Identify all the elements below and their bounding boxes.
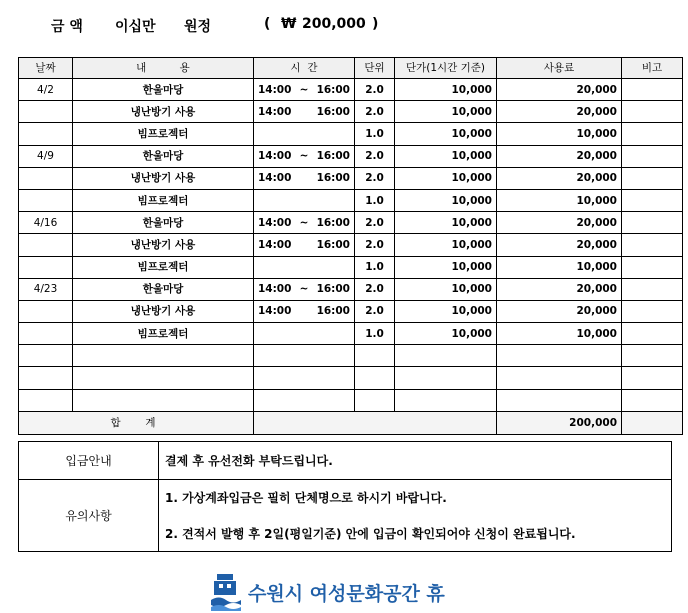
row-note (622, 212, 683, 234)
row-description (73, 367, 254, 389)
row-description: 한울마당 (73, 278, 254, 300)
row-unit-price (395, 345, 497, 367)
row-note (622, 389, 683, 411)
row-time-separator: ~ (299, 216, 309, 229)
row-description: 빔프로젝터 (73, 123, 254, 145)
row-unit-price (395, 367, 497, 389)
row-time-end: 16:00 (316, 238, 350, 251)
row-description (73, 389, 254, 411)
row-description: 냉난방기 사용 (73, 300, 254, 322)
amount-label: 금 액 (51, 19, 83, 35)
row-note (622, 167, 683, 189)
row-date (19, 367, 73, 389)
row-fee: 10,000 (497, 189, 622, 211)
row-unit: 2.0 (355, 278, 395, 300)
amount-close-paren: ) (372, 16, 379, 32)
table-row (19, 101, 683, 123)
row-time (254, 234, 355, 256)
row-date (19, 323, 73, 345)
row-unit: 2.0 (355, 101, 395, 123)
payment-row (19, 442, 672, 480)
caution-text (159, 480, 672, 552)
row-time (254, 345, 355, 367)
row-description: 한울마당 (73, 145, 254, 167)
notes-table (18, 441, 672, 552)
table-header-row (19, 58, 683, 79)
row-description: 냉난방기 사용 (73, 167, 254, 189)
total-note (622, 411, 683, 434)
row-time-end: 16:00 (316, 83, 350, 96)
row-unit-price: 10,000 (395, 189, 497, 211)
row-time (254, 367, 355, 389)
table-row (19, 300, 683, 322)
row-unit-price: 10,000 (395, 234, 497, 256)
row-unit: 1.0 (355, 123, 395, 145)
row-fee: 20,000 (497, 278, 622, 300)
table-row (19, 256, 683, 278)
header-date: 날짜 (19, 58, 73, 79)
row-time (254, 167, 355, 189)
row-unit: 2.0 (355, 167, 395, 189)
row-note (622, 145, 683, 167)
row-time (254, 212, 355, 234)
row-note (622, 189, 683, 211)
row-note (622, 256, 683, 278)
row-unit (355, 389, 395, 411)
header-unit: 단위 (355, 58, 395, 79)
row-time (254, 323, 355, 345)
row-time (254, 256, 355, 278)
row-unit: 1.0 (355, 189, 395, 211)
row-date (19, 345, 73, 367)
row-time (254, 123, 355, 145)
caution-item-1: 1. 가상계좌입금은 필히 단체명으로 하시기 바랍니다. (165, 491, 447, 505)
row-unit-price: 10,000 (395, 278, 497, 300)
table-row (19, 79, 683, 101)
row-unit: 1.0 (355, 256, 395, 278)
row-fee (497, 389, 622, 411)
table-row (19, 145, 683, 167)
row-time-end: 16:00 (316, 150, 350, 163)
row-description: 냉난방기 사용 (73, 101, 254, 123)
row-time-end: 16:00 (316, 172, 350, 185)
table-row (19, 367, 683, 389)
organization-logo (211, 572, 445, 612)
row-time-start: 14:00 (258, 238, 292, 251)
row-unit-price: 10,000 (395, 212, 497, 234)
row-time (254, 278, 355, 300)
row-time (254, 389, 355, 411)
row-note (622, 234, 683, 256)
row-fee (497, 345, 622, 367)
caution-item-2: 2. 견적서 발행 후 2일(평일기준) 안에 입금이 확인되어야 신청이 완료됩니다. (165, 527, 576, 541)
header-note: 비고 (622, 58, 683, 79)
row-date (19, 123, 73, 145)
row-fee: 20,000 (497, 167, 622, 189)
row-note (622, 300, 683, 322)
row-date (19, 300, 73, 322)
row-note (622, 79, 683, 101)
table-row (19, 323, 683, 345)
row-fee: 10,000 (497, 323, 622, 345)
row-time-start: 14:00 (258, 283, 292, 296)
row-description: 한울마당 (73, 212, 254, 234)
row-time-start: 14:00 (258, 172, 292, 185)
total-value: 200,000 (497, 411, 622, 434)
amount-unit: 원정 (184, 19, 212, 35)
row-date (19, 167, 73, 189)
row-date: 4/2 (19, 79, 73, 101)
table-row (19, 123, 683, 145)
total-empty (254, 411, 497, 434)
row-date (19, 389, 73, 411)
row-unit-price (395, 389, 497, 411)
row-date (19, 101, 73, 123)
row-date: 4/23 (19, 278, 73, 300)
row-unit-price: 10,000 (395, 123, 497, 145)
row-fee: 20,000 (497, 145, 622, 167)
row-date (19, 256, 73, 278)
row-time-start: 14:00 (258, 83, 292, 96)
row-note (622, 367, 683, 389)
total-row (19, 411, 683, 434)
table-row (19, 278, 683, 300)
total-label: 합 계 (19, 411, 254, 434)
table-row (19, 189, 683, 211)
table-row (19, 234, 683, 256)
row-time-separator: ~ (299, 150, 309, 163)
row-time-end: 16:00 (316, 105, 350, 118)
usage-fee-table (18, 57, 683, 435)
building-wave-logo-icon (211, 572, 241, 612)
row-fee: 20,000 (497, 212, 622, 234)
row-time (254, 300, 355, 322)
row-note (622, 278, 683, 300)
row-unit (355, 367, 395, 389)
row-note (622, 323, 683, 345)
row-description: 한울마당 (73, 79, 254, 101)
row-note (622, 101, 683, 123)
amount-currency: ₩ (281, 16, 297, 32)
table-row (19, 345, 683, 367)
row-unit-price: 10,000 (395, 79, 497, 101)
caution-label: 유의사항 (19, 480, 159, 552)
amount-value: 200,000 (302, 16, 366, 32)
row-time-start: 14:00 (258, 105, 292, 118)
row-unit-price: 10,000 (395, 145, 497, 167)
row-unit: 2.0 (355, 212, 395, 234)
row-fee: 20,000 (497, 79, 622, 101)
caution-row (19, 480, 672, 552)
row-time-end: 16:00 (316, 283, 350, 296)
row-description: 냉난방기 사용 (73, 234, 254, 256)
header-unit-price: 단가(1시간 기준) (395, 58, 497, 79)
amount-open-paren: ( (264, 16, 271, 32)
row-fee: 20,000 (497, 234, 622, 256)
row-time (254, 145, 355, 167)
row-description: 빔프로젝터 (73, 189, 254, 211)
row-date: 4/9 (19, 145, 73, 167)
row-time (254, 101, 355, 123)
row-unit-price: 10,000 (395, 167, 497, 189)
row-unit (355, 345, 395, 367)
row-fee: 20,000 (497, 101, 622, 123)
header-fee: 사용료 (497, 58, 622, 79)
row-date: 4/16 (19, 212, 73, 234)
row-date (19, 189, 73, 211)
row-time-separator: ~ (299, 83, 309, 96)
row-unit: 2.0 (355, 234, 395, 256)
table-row (19, 167, 683, 189)
row-time-start: 14:00 (258, 150, 292, 163)
row-fee (497, 367, 622, 389)
row-description: 빔프로젝터 (73, 323, 254, 345)
row-unit: 2.0 (355, 79, 395, 101)
row-unit: 2.0 (355, 300, 395, 322)
organization-name: 수원시 여성문화공간 휴 (248, 582, 445, 605)
payment-label: 입금안내 (19, 442, 159, 480)
row-time-start: 14:00 (258, 216, 292, 229)
row-unit: 2.0 (355, 145, 395, 167)
row-time-end: 16:00 (316, 216, 350, 229)
row-unit-price: 10,000 (395, 256, 497, 278)
header-content: 내 용 (73, 58, 254, 79)
row-fee: 20,000 (497, 300, 622, 322)
amount-korean: 이십만 (115, 19, 156, 35)
row-fee: 10,000 (497, 123, 622, 145)
table-row (19, 389, 683, 411)
row-time-separator: ~ (299, 283, 309, 296)
amount-line (0, 16, 688, 36)
row-description: 빔프로젝터 (73, 256, 254, 278)
row-description (73, 345, 254, 367)
row-time (254, 189, 355, 211)
row-note (622, 345, 683, 367)
row-unit: 1.0 (355, 323, 395, 345)
row-time (254, 79, 355, 101)
row-fee: 10,000 (497, 256, 622, 278)
row-date (19, 234, 73, 256)
row-time-end: 16:00 (316, 305, 350, 318)
header-time: 시 간 (254, 58, 355, 79)
row-unit-price: 10,000 (395, 323, 497, 345)
row-unit-price: 10,000 (395, 300, 497, 322)
table-row (19, 212, 683, 234)
payment-text: 결제 후 유선전화 부탁드립니다. (159, 442, 672, 480)
row-time-start: 14:00 (258, 305, 292, 318)
row-unit-price: 10,000 (395, 101, 497, 123)
row-note (622, 123, 683, 145)
